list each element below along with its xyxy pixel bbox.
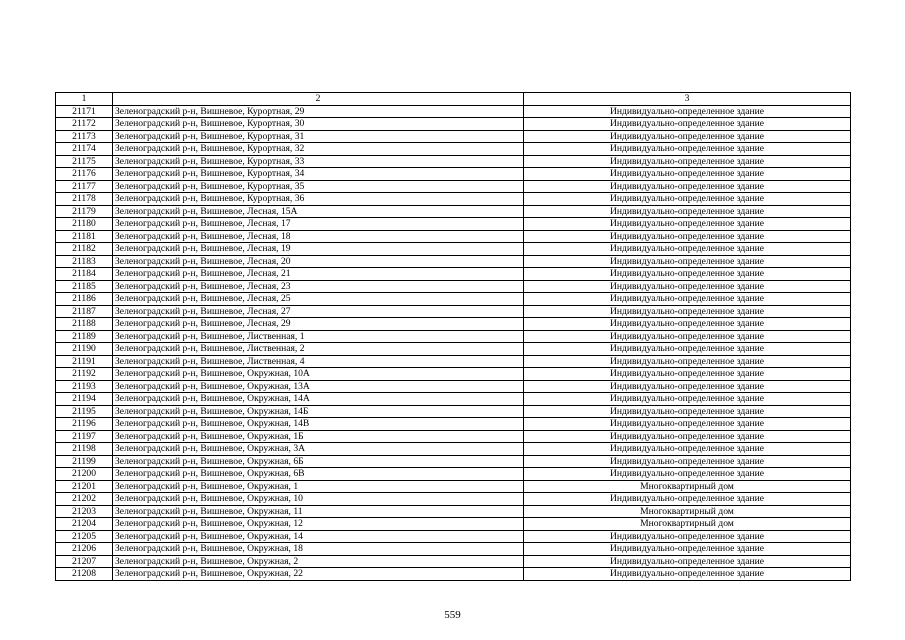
- table-row: [56, 205, 851, 218]
- object-type-cell: Индивидуально-определенное здание: [524, 555, 851, 568]
- object-type-cell: Индивидуально-определенное здание: [524, 405, 851, 418]
- object-type-cell: Индивидуально-определенное здание: [524, 393, 851, 406]
- record-number-cell: 21188: [56, 318, 113, 331]
- object-type-cell: Индивидуально-определенное здание: [524, 193, 851, 206]
- address-cell: Зеленоградский р-н, Вишневое, Окружная, 11: [113, 505, 524, 518]
- address-cell: Зеленоградский р-н, Вишневое, Лиственная, 1: [113, 330, 524, 343]
- record-number-cell: 21206: [56, 543, 113, 556]
- record-number-cell: 21199: [56, 455, 113, 468]
- object-type-cell: Индивидуально-определенное здание: [524, 543, 851, 556]
- record-number-cell: 21192: [56, 368, 113, 381]
- column-number-3: 3: [524, 93, 851, 106]
- column-number-1: 1: [56, 93, 113, 106]
- address-cell: Зеленоградский р-н, Вишневое, Окружная, 10: [113, 493, 524, 506]
- address-cell: Зеленоградский р-н, Вишневое, Курортная, 33: [113, 155, 524, 168]
- object-type-cell: Индивидуально-определенное здание: [524, 468, 851, 481]
- object-type-cell: Индивидуально-определенное здание: [524, 168, 851, 181]
- record-number-cell: 21200: [56, 468, 113, 481]
- record-number-cell: 21205: [56, 530, 113, 543]
- record-number-cell: 21184: [56, 268, 113, 281]
- object-type-cell: Индивидуально-определенное здание: [524, 230, 851, 243]
- table-row: [56, 555, 851, 568]
- object-type-cell: Индивидуально-определенное здание: [524, 143, 851, 156]
- object-type-cell: Индивидуально-определенное здание: [524, 380, 851, 393]
- table-row: [56, 305, 851, 318]
- record-number-cell: 21204: [56, 518, 113, 531]
- address-cell: Зеленоградский р-н, Вишневое, Окружная, 2: [113, 555, 524, 568]
- record-number-cell: 21197: [56, 430, 113, 443]
- address-cell: Зеленоградский р-н, Вишневое, Курортная, 35: [113, 180, 524, 193]
- address-cell: Зеленоградский р-н, Вишневое, Лесная, 21: [113, 268, 524, 281]
- object-type-cell: Индивидуально-определенное здание: [524, 180, 851, 193]
- table-row: [56, 218, 851, 231]
- object-type-cell: Индивидуально-определенное здание: [524, 155, 851, 168]
- table-row: [56, 543, 851, 556]
- address-cell: Зеленоградский р-н, Вишневое, Окружная, 22: [113, 568, 524, 581]
- table-row: [56, 355, 851, 368]
- address-cell: Зеленоградский р-н, Вишневое, Окружная, 18: [113, 543, 524, 556]
- table-row: [56, 368, 851, 381]
- object-type-cell: Индивидуально-определенное здание: [524, 305, 851, 318]
- address-cell: Зеленоградский р-н, Вишневое, Окружная, 6В: [113, 468, 524, 481]
- object-type-cell: Индивидуально-определенное здание: [524, 118, 851, 131]
- object-type-cell: Индивидуально-определенное здание: [524, 443, 851, 456]
- registry-table: [55, 92, 851, 581]
- table-row: [56, 518, 851, 531]
- address-cell: Зеленоградский р-н, Вишневое, Окружная, 1: [113, 480, 524, 493]
- record-number-cell: 21176: [56, 168, 113, 181]
- table-row: [56, 380, 851, 393]
- record-number-cell: 21175: [56, 155, 113, 168]
- address-cell: Зеленоградский р-н, Вишневое, Курортная, 30: [113, 118, 524, 131]
- object-type-cell: Индивидуально-определенное здание: [524, 268, 851, 281]
- table-row: [56, 530, 851, 543]
- table-row: [56, 468, 851, 481]
- table-row: [56, 418, 851, 431]
- record-number-cell: 21181: [56, 230, 113, 243]
- object-type-cell: Многоквартирный дом: [524, 480, 851, 493]
- record-number-cell: 21190: [56, 343, 113, 356]
- object-type-cell: Многоквартирный дом: [524, 505, 851, 518]
- address-cell: Зеленоградский р-н, Вишневое, Лесная, 29: [113, 318, 524, 331]
- record-number-cell: 21180: [56, 218, 113, 231]
- object-type-cell: Индивидуально-определенное здание: [524, 243, 851, 256]
- object-type-cell: Индивидуально-определенное здание: [524, 330, 851, 343]
- address-cell: Зеленоградский р-н, Вишневое, Лесная, 19: [113, 243, 524, 256]
- record-number-cell: 21171: [56, 105, 113, 118]
- record-number-cell: 21172: [56, 118, 113, 131]
- object-type-cell: Индивидуально-определенное здание: [524, 255, 851, 268]
- address-cell: Зеленоградский р-н, Вишневое, Курортная, 36: [113, 193, 524, 206]
- record-number-cell: 21201: [56, 480, 113, 493]
- record-number-cell: 21207: [56, 555, 113, 568]
- address-cell: Зеленоградский р-н, Вишневое, Лесная, 15А: [113, 205, 524, 218]
- record-number-cell: 21178: [56, 193, 113, 206]
- table-row: [56, 168, 851, 181]
- object-type-cell: Индивидуально-определенное здание: [524, 368, 851, 381]
- record-number-cell: 21182: [56, 243, 113, 256]
- object-type-cell: Индивидуально-определенное здание: [524, 455, 851, 468]
- table-row: [56, 480, 851, 493]
- address-cell: Зеленоградский р-н, Вишневое, Лесная, 23: [113, 280, 524, 293]
- address-cell: Зеленоградский р-н, Вишневое, Окружная, 12: [113, 518, 524, 531]
- table-row: [56, 393, 851, 406]
- address-cell: Зеленоградский р-н, Вишневое, Курортная, 29: [113, 105, 524, 118]
- address-cell: Зеленоградский р-н, Вишневое, Окружная, 14А: [113, 393, 524, 406]
- table-row: [56, 143, 851, 156]
- object-type-cell: Индивидуально-определенное здание: [524, 318, 851, 331]
- address-cell: Зеленоградский р-н, Вишневое, Окружная, 6Б: [113, 455, 524, 468]
- address-cell: Зеленоградский р-н, Вишневое, Окружная, 10А: [113, 368, 524, 381]
- address-cell: Зеленоградский р-н, Вишневое, Окружная, 14Б: [113, 405, 524, 418]
- address-cell: Зеленоградский р-н, Вишневое, Курортная, 34: [113, 168, 524, 181]
- object-type-cell: Индивидуально-определенное здание: [524, 280, 851, 293]
- record-number-cell: 21208: [56, 568, 113, 581]
- record-number-cell: 21179: [56, 205, 113, 218]
- table-row: [56, 493, 851, 506]
- table-row: [56, 105, 851, 118]
- address-cell: Зеленоградский р-н, Вишневое, Окружная, 13А: [113, 380, 524, 393]
- record-number-cell: 21187: [56, 305, 113, 318]
- object-type-cell: Индивидуально-определенное здание: [524, 493, 851, 506]
- table-row: [56, 455, 851, 468]
- record-number-cell: 21195: [56, 405, 113, 418]
- record-number-cell: 21174: [56, 143, 113, 156]
- object-type-cell: Индивидуально-определенное здание: [524, 355, 851, 368]
- table-row: [56, 293, 851, 306]
- address-cell: Зеленоградский р-н, Вишневое, Окружная, 3А: [113, 443, 524, 456]
- object-type-cell: Индивидуально-определенное здание: [524, 343, 851, 356]
- object-type-cell: Индивидуально-определенное здание: [524, 530, 851, 543]
- table-row: [56, 430, 851, 443]
- record-number-cell: 21198: [56, 443, 113, 456]
- record-number-cell: 21186: [56, 293, 113, 306]
- column-number-row: [56, 93, 851, 106]
- object-type-cell: Индивидуально-определенное здание: [524, 205, 851, 218]
- record-number-cell: 21202: [56, 493, 113, 506]
- table-row: [56, 405, 851, 418]
- table-row: [56, 180, 851, 193]
- table-row: [56, 155, 851, 168]
- table-row: [56, 318, 851, 331]
- address-cell: Зеленоградский р-н, Вишневое, Курортная, 32: [113, 143, 524, 156]
- table-row: [56, 230, 851, 243]
- address-cell: Зеленоградский р-н, Вишневое, Лесная, 25: [113, 293, 524, 306]
- object-type-cell: Индивидуально-определенное здание: [524, 105, 851, 118]
- column-number-2: 2: [113, 93, 524, 106]
- record-number-cell: 21177: [56, 180, 113, 193]
- table-row: [56, 568, 851, 581]
- record-number-cell: 21185: [56, 280, 113, 293]
- object-type-cell: Многоквартирный дом: [524, 518, 851, 531]
- table-row: [56, 243, 851, 256]
- table-row: [56, 505, 851, 518]
- table-row: [56, 193, 851, 206]
- record-number-cell: 21173: [56, 130, 113, 143]
- record-number-cell: 21189: [56, 330, 113, 343]
- record-number-cell: 21196: [56, 418, 113, 431]
- table-row: [56, 255, 851, 268]
- record-number-cell: 21194: [56, 393, 113, 406]
- table-body: [56, 105, 851, 580]
- address-cell: Зеленоградский р-н, Вишневое, Лиственная, 2: [113, 343, 524, 356]
- address-cell: Зеленоградский р-н, Вишневое, Лесная, 27: [113, 305, 524, 318]
- object-type-cell: Индивидуально-определенное здание: [524, 130, 851, 143]
- address-cell: Зеленоградский р-н, Вишневое, Лесная, 17: [113, 218, 524, 231]
- table-row: [56, 330, 851, 343]
- object-type-cell: Индивидуально-определенное здание: [524, 293, 851, 306]
- address-cell: Зеленоградский р-н, Вишневое, Окружная, 14: [113, 530, 524, 543]
- address-cell: Зеленоградский р-н, Вишневое, Окружная, 14В: [113, 418, 524, 431]
- object-type-cell: Индивидуально-определенное здание: [524, 430, 851, 443]
- address-cell: Зеленоградский р-н, Вишневое, Курортная, 31: [113, 130, 524, 143]
- record-number-cell: 21191: [56, 355, 113, 368]
- address-cell: Зеленоградский р-н, Вишневое, Лесная, 20: [113, 255, 524, 268]
- table-row: [56, 443, 851, 456]
- object-type-cell: Индивидуально-определенное здание: [524, 218, 851, 231]
- table-row: [56, 280, 851, 293]
- record-number-cell: 21183: [56, 255, 113, 268]
- table-row: [56, 118, 851, 131]
- record-number-cell: 21193: [56, 380, 113, 393]
- object-type-cell: Индивидуально-определенное здание: [524, 418, 851, 431]
- table-row: [56, 268, 851, 281]
- address-cell: Зеленоградский р-н, Вишневое, Лиственная, 4: [113, 355, 524, 368]
- address-cell: Зеленоградский р-н, Вишневое, Лесная, 18: [113, 230, 524, 243]
- object-type-cell: Индивидуально-определенное здание: [524, 568, 851, 581]
- table-row: [56, 130, 851, 143]
- record-number-cell: 21203: [56, 505, 113, 518]
- page-number: 559: [444, 609, 461, 621]
- address-cell: Зеленоградский р-н, Вишневое, Окружная, 1Б: [113, 430, 524, 443]
- table-row: [56, 343, 851, 356]
